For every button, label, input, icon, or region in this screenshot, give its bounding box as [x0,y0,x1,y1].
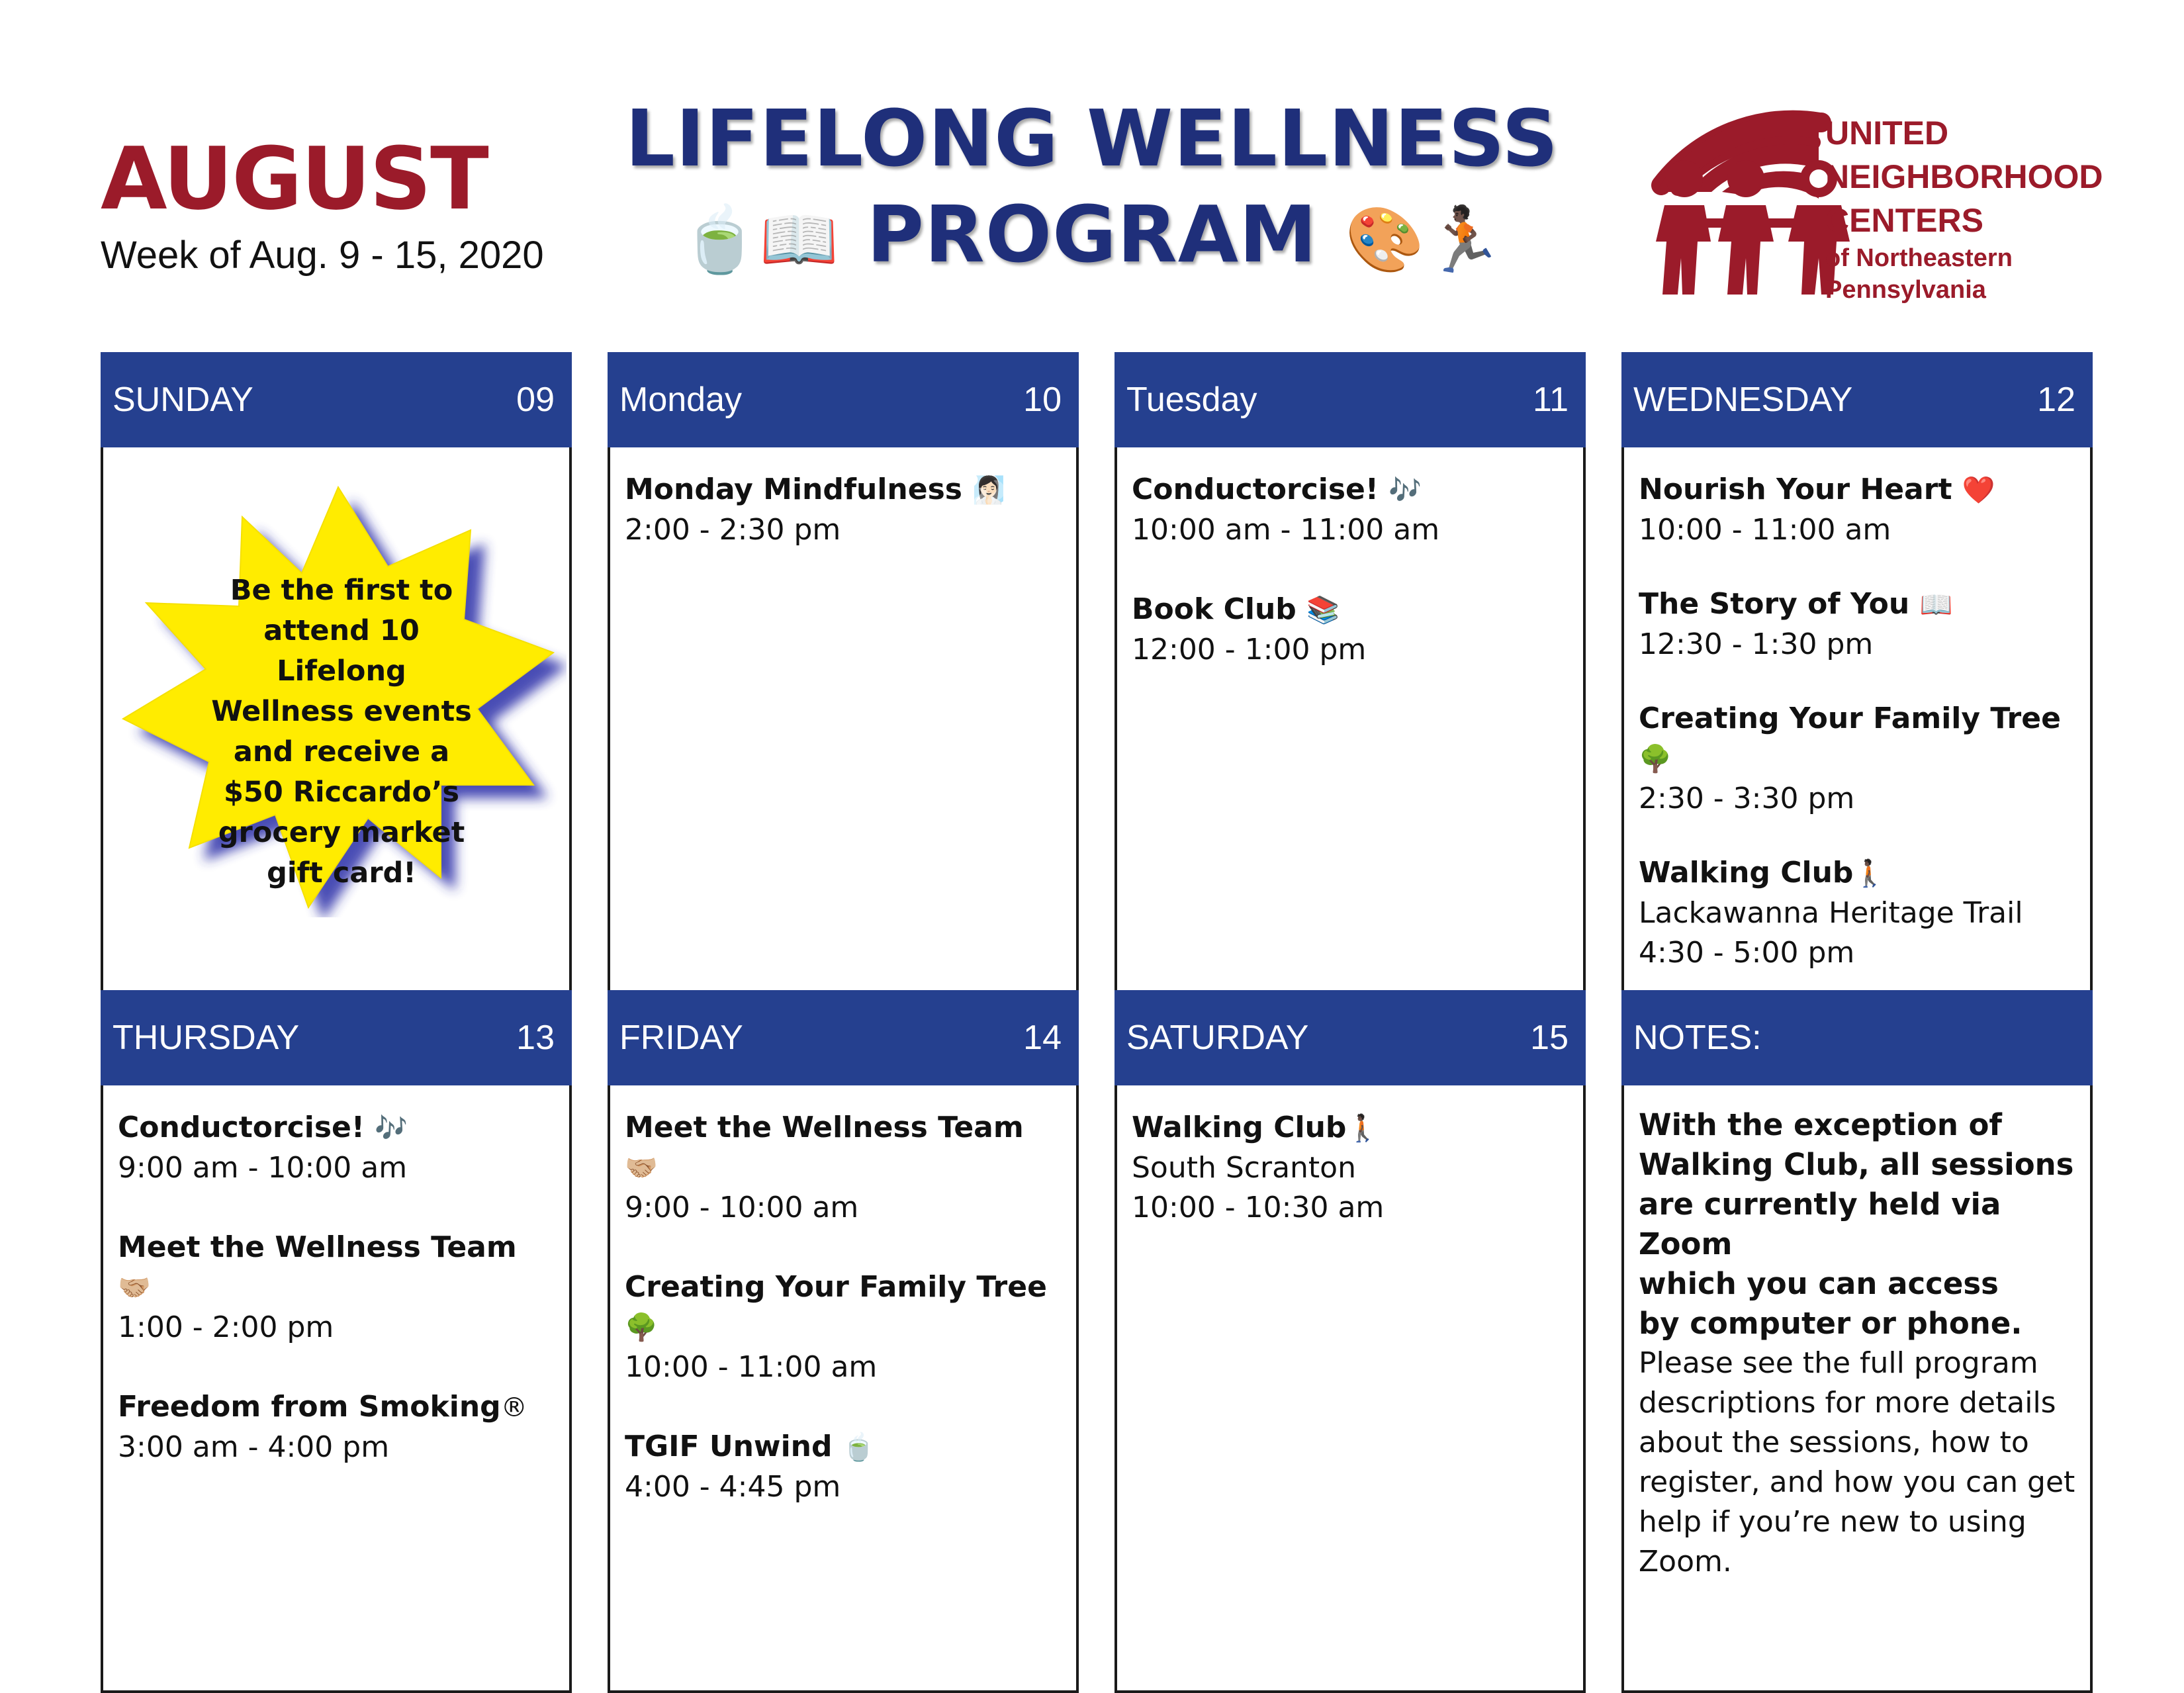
tree-icon: 🌳 [1639,744,1672,774]
event-title: Monday Mindfulness 🧖🏻‍♀️ [625,473,1006,506]
promo-text: Be the first to attend 10 Lifelong Wellness events and receive a $50 Riccardo’s grocery market gift card! [211,574,472,890]
event-time: 10:00 - 11:00 am [1639,513,1891,547]
handshake-icon: 🤝🏼 [118,1273,151,1303]
event-title: Walking Club🚶🏿 [1132,1111,1380,1144]
program-title-word: PROGRAM [866,189,1318,280]
day-body [1621,447,2093,1055]
tree-icon: 🌳 [625,1312,658,1343]
event-time: 12:30 - 1:30 pm [1639,627,1874,661]
event-time: 1:00 - 2:00 pm [118,1310,334,1344]
day-body [608,447,1079,1055]
notes-body [1621,1085,2093,1693]
music-notes-icon: 🎶 [1388,475,1422,506]
event-item [1639,699,2077,819]
tea-book-icon: 🍵📖 [680,203,839,277]
event-item [1132,470,1570,550]
day-cell-sunday [101,352,572,1055]
notes-bold-line: With the exception of [1639,1107,2003,1142]
day-cell-monday [608,352,1079,1055]
day-body [101,447,572,1055]
event-title: Meet the Wellness Team 🤝🏼 [118,1230,517,1303]
day-cell-friday [608,990,1079,1693]
day-date: 11 [1533,381,1569,419]
event-time: 3:00 am - 4:00 pm [118,1430,390,1464]
day-name: SATURDAY [1126,1019,1309,1057]
event-title: Meet the Wellness Team 🤝🏼 [625,1111,1024,1183]
event-item [1132,1108,1570,1228]
walking-person-icon: 🚶🏿 [1346,1113,1380,1144]
event-item [1132,590,1570,670]
books-icon: 📚 [1306,595,1340,625]
event-item [118,1108,556,1188]
notes-cell [1621,990,2093,1693]
day-cell-tuesday [1115,352,1586,1055]
day-date: 10 [1023,381,1062,419]
music-notes-icon: 🎶 [375,1113,408,1144]
event-title: The Story of You 📖 [1639,587,1953,621]
day-header [1115,990,1586,1085]
day-header [608,990,1079,1085]
day-date: 12 [2037,381,2075,419]
event-time: 2:30 - 3:30 pm [1639,782,1855,815]
event-item [625,1108,1063,1228]
event-item [118,1228,556,1348]
event-title: Freedom from Smoking® [118,1390,527,1424]
day-name: Monday [619,381,742,419]
palette-runner-icon: 🎨🏃🏿 [1345,203,1504,277]
day-body [1115,447,1586,1055]
handshake-icon: 🤝🏼 [625,1153,658,1183]
day-cell-saturday [1115,990,1586,1693]
event-item [118,1387,556,1467]
day-date: 14 [1023,1019,1062,1057]
day-name: Tuesday [1126,381,1257,419]
event-time: 10:00 - 10:30 am [1132,1191,1385,1224]
day-cell-wednesday [1621,352,2093,1055]
event-location: South Scranton [1132,1151,1356,1185]
day-body [608,1085,1079,1693]
event-title: Book Club 📚 [1132,592,1340,626]
event-item [625,470,1063,550]
notes-line: descriptions for more details [1639,1386,2056,1420]
event-item [1639,584,2077,664]
event-time: 4:00 - 4:45 pm [625,1470,841,1504]
day-header [101,352,572,447]
event-item [1639,470,2077,550]
day-header [608,352,1079,447]
day-name: THURSDAY [113,1019,300,1057]
notes-header [1621,990,2093,1085]
event-time: 10:00 am - 11:00 am [1132,513,1440,547]
day-date: 15 [1530,1019,1569,1057]
notes-bold-line: Walking Club, all sessions [1639,1147,2074,1182]
event-item [625,1267,1063,1387]
event-title: Conductorcise! 🎶 [1132,473,1422,506]
notes-bold-line: which you can access [1639,1266,1999,1301]
notes-line: help if you’re new to using [1639,1505,2026,1539]
event-title: Nourish Your Heart ❤️ [1639,473,1995,506]
day-name: WEDNESDAY [1633,381,1853,419]
notes-line: Zoom. [1639,1545,1732,1579]
event-time: 9:00 - 10:00 am [625,1191,859,1224]
event-time: 10:00 - 11:00 am [625,1350,878,1384]
day-date: 13 [516,1019,555,1057]
month-heading: AUGUST [101,128,488,229]
event-time: 12:00 - 1:00 pm [1132,633,1367,666]
notes-bold-line: by computer or phone. [1639,1306,2023,1341]
event-title: Creating Your Family Tree 🌳 [1639,702,2061,774]
event-title: Creating Your Family Tree 🌳 [625,1270,1047,1343]
day-name: SUNDAY [113,381,253,419]
notes-label: NOTES: [1633,1019,1762,1057]
notes-line: register, and how you can get [1639,1465,2075,1499]
event-title: Walking Club🚶🏿 [1639,856,1887,890]
event-item [1639,853,2077,973]
notes-line: Please see the full program [1639,1346,2038,1380]
spa-person-icon: 🧖🏻‍♀️ [972,475,1006,506]
notes-bold-line: are currently held via Zoom [1639,1187,2001,1261]
event-time: 4:30 - 5:00 pm [1639,936,1855,970]
day-body [101,1085,572,1693]
day-cell-thursday [101,990,572,1693]
tea-cup-icon: 🍵 [842,1432,876,1463]
open-book-icon: 📖 [1919,590,1953,620]
day-body [1115,1085,1586,1693]
event-title: Conductorcise! 🎶 [118,1111,408,1144]
event-title: TGIF Unwind 🍵 [625,1430,876,1463]
unc-logo-wordmark: UNITED NEIGHBORHOOD CENTERS of Northeastern Pennsylvania [1825,114,2103,304]
program-title-line1: LIFELONG WELLNESS [625,93,1559,184]
day-header [101,990,572,1085]
week-range: Week of Aug. 9 - 15, 2020 [101,234,544,277]
day-header [1621,352,2093,447]
event-time: 2:00 - 2:30 pm [625,513,841,547]
day-header [1115,352,1586,447]
registered-mark-icon: ® [500,1393,527,1423]
event-item [625,1427,1063,1507]
notes-line: about the sessions, how to [1639,1426,2029,1459]
walking-person-icon: 🚶🏿 [1853,858,1887,889]
heart-icon: ❤️ [1962,475,1995,506]
day-date: 09 [516,381,555,419]
event-time: 9:00 am - 10:00 am [118,1151,408,1185]
day-name: FRIDAY [619,1019,743,1057]
event-location: Lackawanna Heritage Trail [1639,896,2023,930]
